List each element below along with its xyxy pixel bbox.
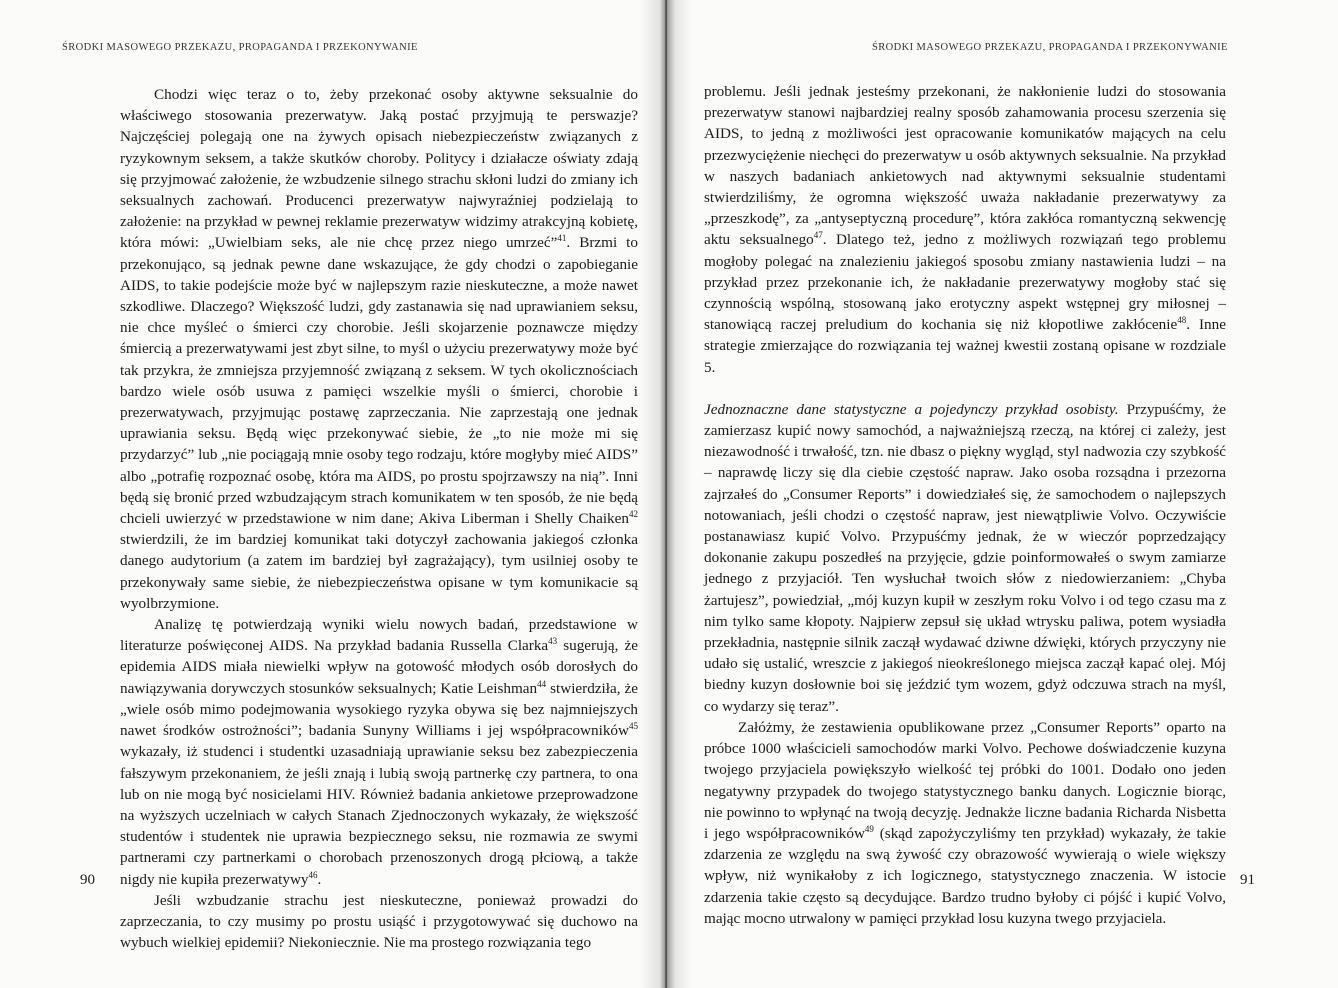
footnote-ref: 42 (629, 509, 638, 519)
page-number: 90 (80, 872, 95, 888)
left-page (0, 0, 660, 988)
footnote-ref: 48 (1177, 315, 1187, 326)
running-head: ŚRODKI MASOWEGO PRZEKAZU, PROPAGANDA I PRZEKONYWANIE (62, 42, 418, 53)
section-run-in-heading: Jednoznaczne dane statystyczne a pojedynczy przykład osobisty. (704, 400, 1119, 418)
paragraph: Jeśli wzbudzanie strachu jest nieskuteczne, ponieważ prowadzi do zaprzeczania, to czy musimy po prostu usiąść i przygotowywać się duchowo na wybuch wielkiej epidemii? Niekoniecznie. Nie ma prostego rozwiązania tego (120, 891, 638, 952)
body-text (120, 84, 638, 953)
paragraph: problemu. Jeśli jednak jesteśmy przekonani, że nakłonienie ludzi do stosowania prezerwatyw stanowi najbardziej realny sposób zahamowania procesu szerzenia się AIDS, to jedną z możliwości jest opracowanie komunikatów mających na celu przezwyciężenie niechęci do prezerwatyw u osób aktywnych seksualnie. Na przykład w naszych badaniach ankietowych nad aktywnymi seksualnie studentami stwierdziliśmy, że ogromna większość uważa nakładanie prezerwatywy za „przeszkodę”, za „antyseptyczną procedurę”, która zakłóca romantyczną sekwencję aktu seksualnego$^{47}$. Dlatego też, jedno z możliwych rozwiązań tego problemu mogłoby polegać na znalezieniu jakiegoś sposobu zmiany nastawienia ludzi – na przykład przez przekonanie ich, że nakładanie prezerwatywy mogłoby stać się czynnością wspólną, stosowaną jako erotyczny aspekt wstępnej gry miłosnej – stanowiącą raczej preludium do kochania się niż kłopotliwe zakłócenie$^{48}$. Inne strategie zmierzające do rozwiązania tej ważnej kwestii zostaną opisane w rozdziale 5. (704, 83, 1226, 376)
footnote-ref: 49 (864, 823, 874, 834)
paragraph: Jednoznaczne dane statystyczne a pojedynczy przykład osobisty. Przypuśćmy, że zamierzasz kupić nowy samochód, a najważniejszą rzeczą, na której ci zależy, jest niezawodność i trwałość, tzn. nie dbasz o piękny wygląd, styl nadwozia czy szybkość – naprawdę liczy się dla ciebie częstość napraw. Jako osoba rozsądna i przezorna zajrzałeś do „Consumer Reports” i dowiedziałeś się, że samochodem o najlepszych notowaniach, jeśli chodzi o częstość napraw, jest niewątpliwie Volvo. Oczywiście postanawiasz kupić Volvo. Przypuśćmy jednak, że w wieczór poprzedzający dokonanie zakupu poszedłeś na przyjęcie, gdzie poinformowałeś o swym zamiarze jednego z przyjaciół. Ten wysłuchał twoich słów z niedowierzaniem: „Chyba żartujesz”, powiedział, „mój kuzyn kupił w zeszłym roku Volvo i od tego czasu ma z nim tylko same kłopoty. Najpierw zepsuł się układ wtrysku paliwa, potem wysiadła przekładnia, następnie silnik zaczął wydawać dziwne dźwięki, których przyczyny nie udało się ustalić, wreszcie z jakiegoś nieokreślonego miejsca zaczął kapać olej. Mój biedny kuzyn dosłownie boi się jeździć tym wozem, gdyż odczuwa strach na myśl, co wydarzy się teraz”. (704, 400, 1226, 715)
body-text (704, 81, 1226, 929)
paragraph: Załóżmy, że zestawienia opublikowane przez „Consumer Reports” oparto na próbce 1000 właścicieli samochodów marki Volvo. Pechowe doświadczenie kuzyna twojego przyjaciela powiększyło wielkość tej próbki do 1001. Dodało ono jeden negatywny przypadek do twojego statystycznego banku danych. Logicznie biorąc, nie powinno to wpłynąć na twoją decyzję. Jednakże liczne badania Richarda Nisbetta i jego współpracowników$^{49}$ (skąd zapożyczyliśmy ten przykład) wykazały, że takie zdarzenia ze względu na swą żywość czy obrazowość wywierają o wiele większy wpływ, niż wynikałoby z ich logicznego, statystycznego znaczenia. W istocie zdarzenia takie często są decydujące. Bardzo trudno byłoby ci pójść i kupić Volvo, mając mocno utrwalony w pamięci przykład losu kuzyna twego przyjaciela. (704, 718, 1226, 927)
running-head: ŚRODKI MASOWEGO PRZEKAZU, PROPAGANDA I PRZEKONYWANIE (872, 42, 1228, 53)
right-page (676, 0, 1338, 988)
footnote-ref: 47 (813, 230, 823, 241)
footnote-ref: 45 (629, 721, 638, 732)
footnote-ref: 46 (308, 869, 318, 880)
footnote-ref: 44 (537, 678, 547, 689)
footnote-ref: 43 (548, 636, 558, 647)
footnote-ref: 41 (557, 233, 567, 244)
page-number: 91 (1240, 872, 1255, 888)
paragraph: Analizę tę potwierdzają wyniki wielu nowych badań, przedstawione w literaturze poświęconej AIDS. Na przykład badania Russella Clarka$^{43}$ sugerują, że epidemia AIDS miała niewielki wpływ na gotowość młodych osób dorosłych do nawiązywania dorywczych stosunków seksualnych; Katie Leishman$^{44}$ stwierdziła, że „wiele osób mimo podejmowania wysokiego ryzyka obywa się bez najmniejszych nawet środków ostrożności”; badania Sunyny Williams i jej współpracowników$^{45}$ wykazały, iż studenci i studentki uzasadniają uprawianie seksu bez zabezpieczenia fałszywym przekonaniem, że jeśli znają i lubią swoją partnerkę czy partnera, to ona lub on nie mogą być nosicielami HIV. Również badania ankietowe przeprowadzone na wyższych uczelniach w całych Stanach Zjednoczonych wykazały, że większość studentów i studentek nie uprawia bezpiecznego seksu, nie rozmawia ze swymi partnerami czy partnerkami o chorobach przenoszonych drogą płciową, a także nigdy nie kupiła prezerwatywy$^{46}$. (120, 616, 638, 888)
paragraph: Chodzi więc teraz o to, żeby przekonać osoby aktywne seksualnie do właściwego stosowania prezerwatyw. Jaką postać przyjmują te perswazje? Najczęściej polegają one na żywych opisach niebezpieczeństw związanych z ryzykownym seksem, a także skutków choroby. Politycy i działacze oświaty zdają się przyjmować założenie, że wzbudzenie silnego strachu skłoni ludzi do zmiany ich seksualnych zachowań. Producenci prezerwatyw najwyraźniej podzielają to założenie: na przykład w pewnej reklamie prezerwatyw widzimy atrakcyjną kobietę, która mówi: „Uwielbiam seks, ale nie chcę przez niego umrzeć”$^{41}$. Brzmi to przekonująco, są jednak pewne dane wskazujące, że gdy chodzi o zapobieganie AIDS, to takie podejście może być w najlepszym razie nieskuteczne, a może nawet szkodliwe. Dlaczego? Większość ludzi, gdy zastanawia się nad uprawianiem seksu, nie chce myśleć o śmierci czy chorobie. Jeśli skojarzenie poznawcze między śmiercią a prezerwatywami jest zbyt silne, to myśl o użyciu prezerwatywy może być tak przykra, że zmniejsza przyjemność związaną z seksem. W tych okolicznościach bardzo wiele osób usuwa z pamięci wszelkie myśli o śmierci, chorobie i prezerwatywach, przyjmując postawę zaprzeczania. Nie zaprzestają one jednak uprawiania seksu. Będą więc przekonywać siebie, że „to nie może mi się przydarzyć” lub „nie pociągają mnie osoby tego rodzaju, które mogłyby mieć AIDS” albo „potrafię rozpoznać osobę, która ma AIDS, po prostu spojrzawszy na nią”. Inni będą się bronić przed wzbudzającym strach komunikatem w ten sposób, że nie będą chcieli uwierzyć w przedstawione w nim dane; Akiva Liberman i Shelly Chaiken$^{42}$ stwierdzili, że im bardziej komunikat taki dotyczył zachowania jakiegoś członka danego audytorium (a zatem im bardziej był zagrażający), tym usilniej osoby te przekonywały same siebie, że niebezpieczeństwa opisane w tym komunikacie są wyolbrzymione. (120, 86, 638, 612)
